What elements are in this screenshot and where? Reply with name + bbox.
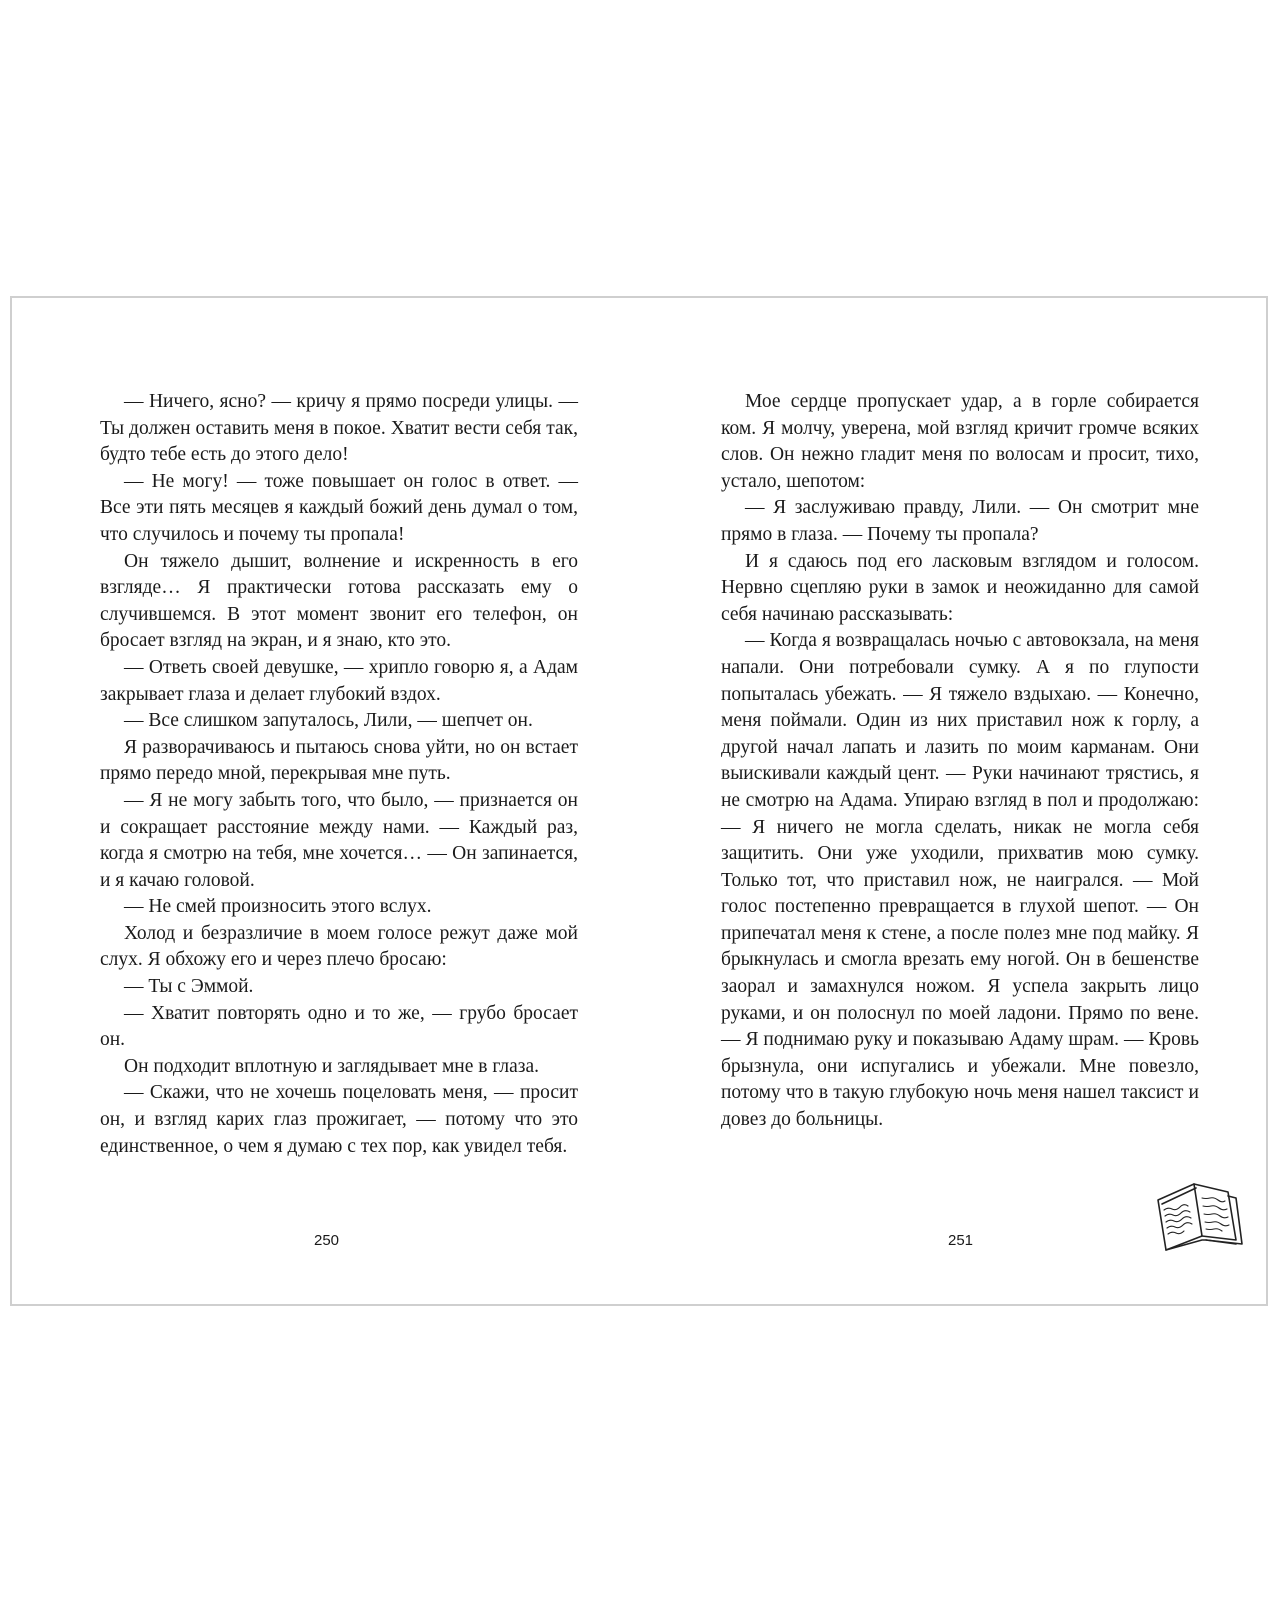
paragraph: Мое сердце пропускает удар, а в горле собирается ком. Я молчу, уверена, мой взгляд кричит громче всяких слов. Он нежно гладит меня по волосам и просит, тихо, устало, шепотом: — [721, 391, 1199, 492]
left-page-text — [100, 389, 578, 1160]
paragraph: — Ничего, ясно? — кричу я прямо посреди улицы. — Ты должен оставить меня в покое. Хватит вести себя так, будто тебе есть до этого дело! — [100, 391, 578, 466]
book-spread — [10, 296, 1268, 1306]
paragraph: — Скажи, что не хочешь поцеловать меня, — просит он, и взгляд карих глаз прожигает, — потому что это единственное, о чем я думаю с тех пор, как увидел тебя. — [100, 1082, 578, 1157]
paragraph: Я разворачиваюсь и пытаюсь снова уйти, но он встает прямо передо мной, перекрывая мне путь. — [100, 736, 578, 785]
paragraph: — Когда я возвращалась ночью с автовокзала, на меня напали. Они потребовали сумку. А я по глупости попыталась убежать. — Я тяжело вздыхаю. — Конечно, меня поймали. Один из них приставил нож к горлу, а другой начал лапать и лазить по моим карманам. Они выискивали каждый цент. — Руки начинают трястись, я не смотрю на Адама. Упираю взгляд в пол и продолжаю: — Я ничего не могла сделать, никак не могла себя защитить. Они уже уходили, прихватив мою сумку. Только тот, что приставил нож, не наигрался. — Мой голос постепенно превращается в глухой шепот. — Он припечатал меня к стене, а после полез мне под майку. Я брыкнулась и смогла врезать ему ногой. Он в бешенстве заорал и замахнулся ножом. Я успела закрыть лицо руками, и он полоснул по моей ладони. Прямо по вене. — Я поднимаю руку и показываю Адаму шрам. — Кровь брызнула, они испугались и убежали. Мне повезло, потому что в такую глубокую ночь меня нашел таксист и довез до больницы. — [721, 630, 1199, 1131]
paragraph: И я сдаюсь под его ласковым взглядом и голосом. Нервно сцепляю руки в замок и неожиданно для самой себя начинаю рассказывать: — [721, 550, 1199, 625]
right-page-text — [721, 389, 1199, 1134]
right-page-number: 251 — [948, 1232, 974, 1249]
paragraph: — Ты с Эммой. — [124, 976, 254, 998]
paragraph: — Я не могу забыть того, что было, — признается он и сокращает расстояние между нами. — Каждый раз, когда я смотрю на тебя, мне хочется… — Он запинается, и я качаю головой. — [100, 789, 578, 891]
paragraph: — Я заслуживаю правду, Лили. — Он смотрит мне прямо в глаза. — Почему ты пропала? — [721, 497, 1199, 545]
paragraph: Холод и безразличие в моем голосе режут даже мой слух. Я обхожу его и через плечо бросаю: — [100, 922, 578, 971]
paragraph: Он тяжело дышит, волнение и искренность в его взгляде… Я практически готова рассказать ему о случившемся. В этот момент звонит его телефон, он бросает взгляд на экран, и я знаю, кто это. — [100, 550, 578, 652]
open-book-icon — [1150, 1178, 1246, 1258]
paragraph: — Хватит повторять одно и то же, — грубо бросает он. — [100, 1002, 578, 1051]
paragraph: Он подходит вплотную и заглядывает мне в глаза. — [124, 1055, 539, 1077]
paragraph: — Не могу! — тоже повышает он голос в ответ. — Все эти пять месяцев я каждый божий день думал о том, что случилось и почему ты пропала! — [100, 470, 578, 545]
paragraph: — Не смей произносить этого вслух. — [124, 896, 432, 918]
left-page-number: 250 — [314, 1232, 340, 1249]
paragraph: — Ответь своей девушке, — хрипло говорю я, а Адам закрывает глаза и делает глубокий вздох. — [100, 656, 578, 705]
paragraph: — Все слишком запуталось, Лили, — шепчет он. — [124, 710, 533, 732]
